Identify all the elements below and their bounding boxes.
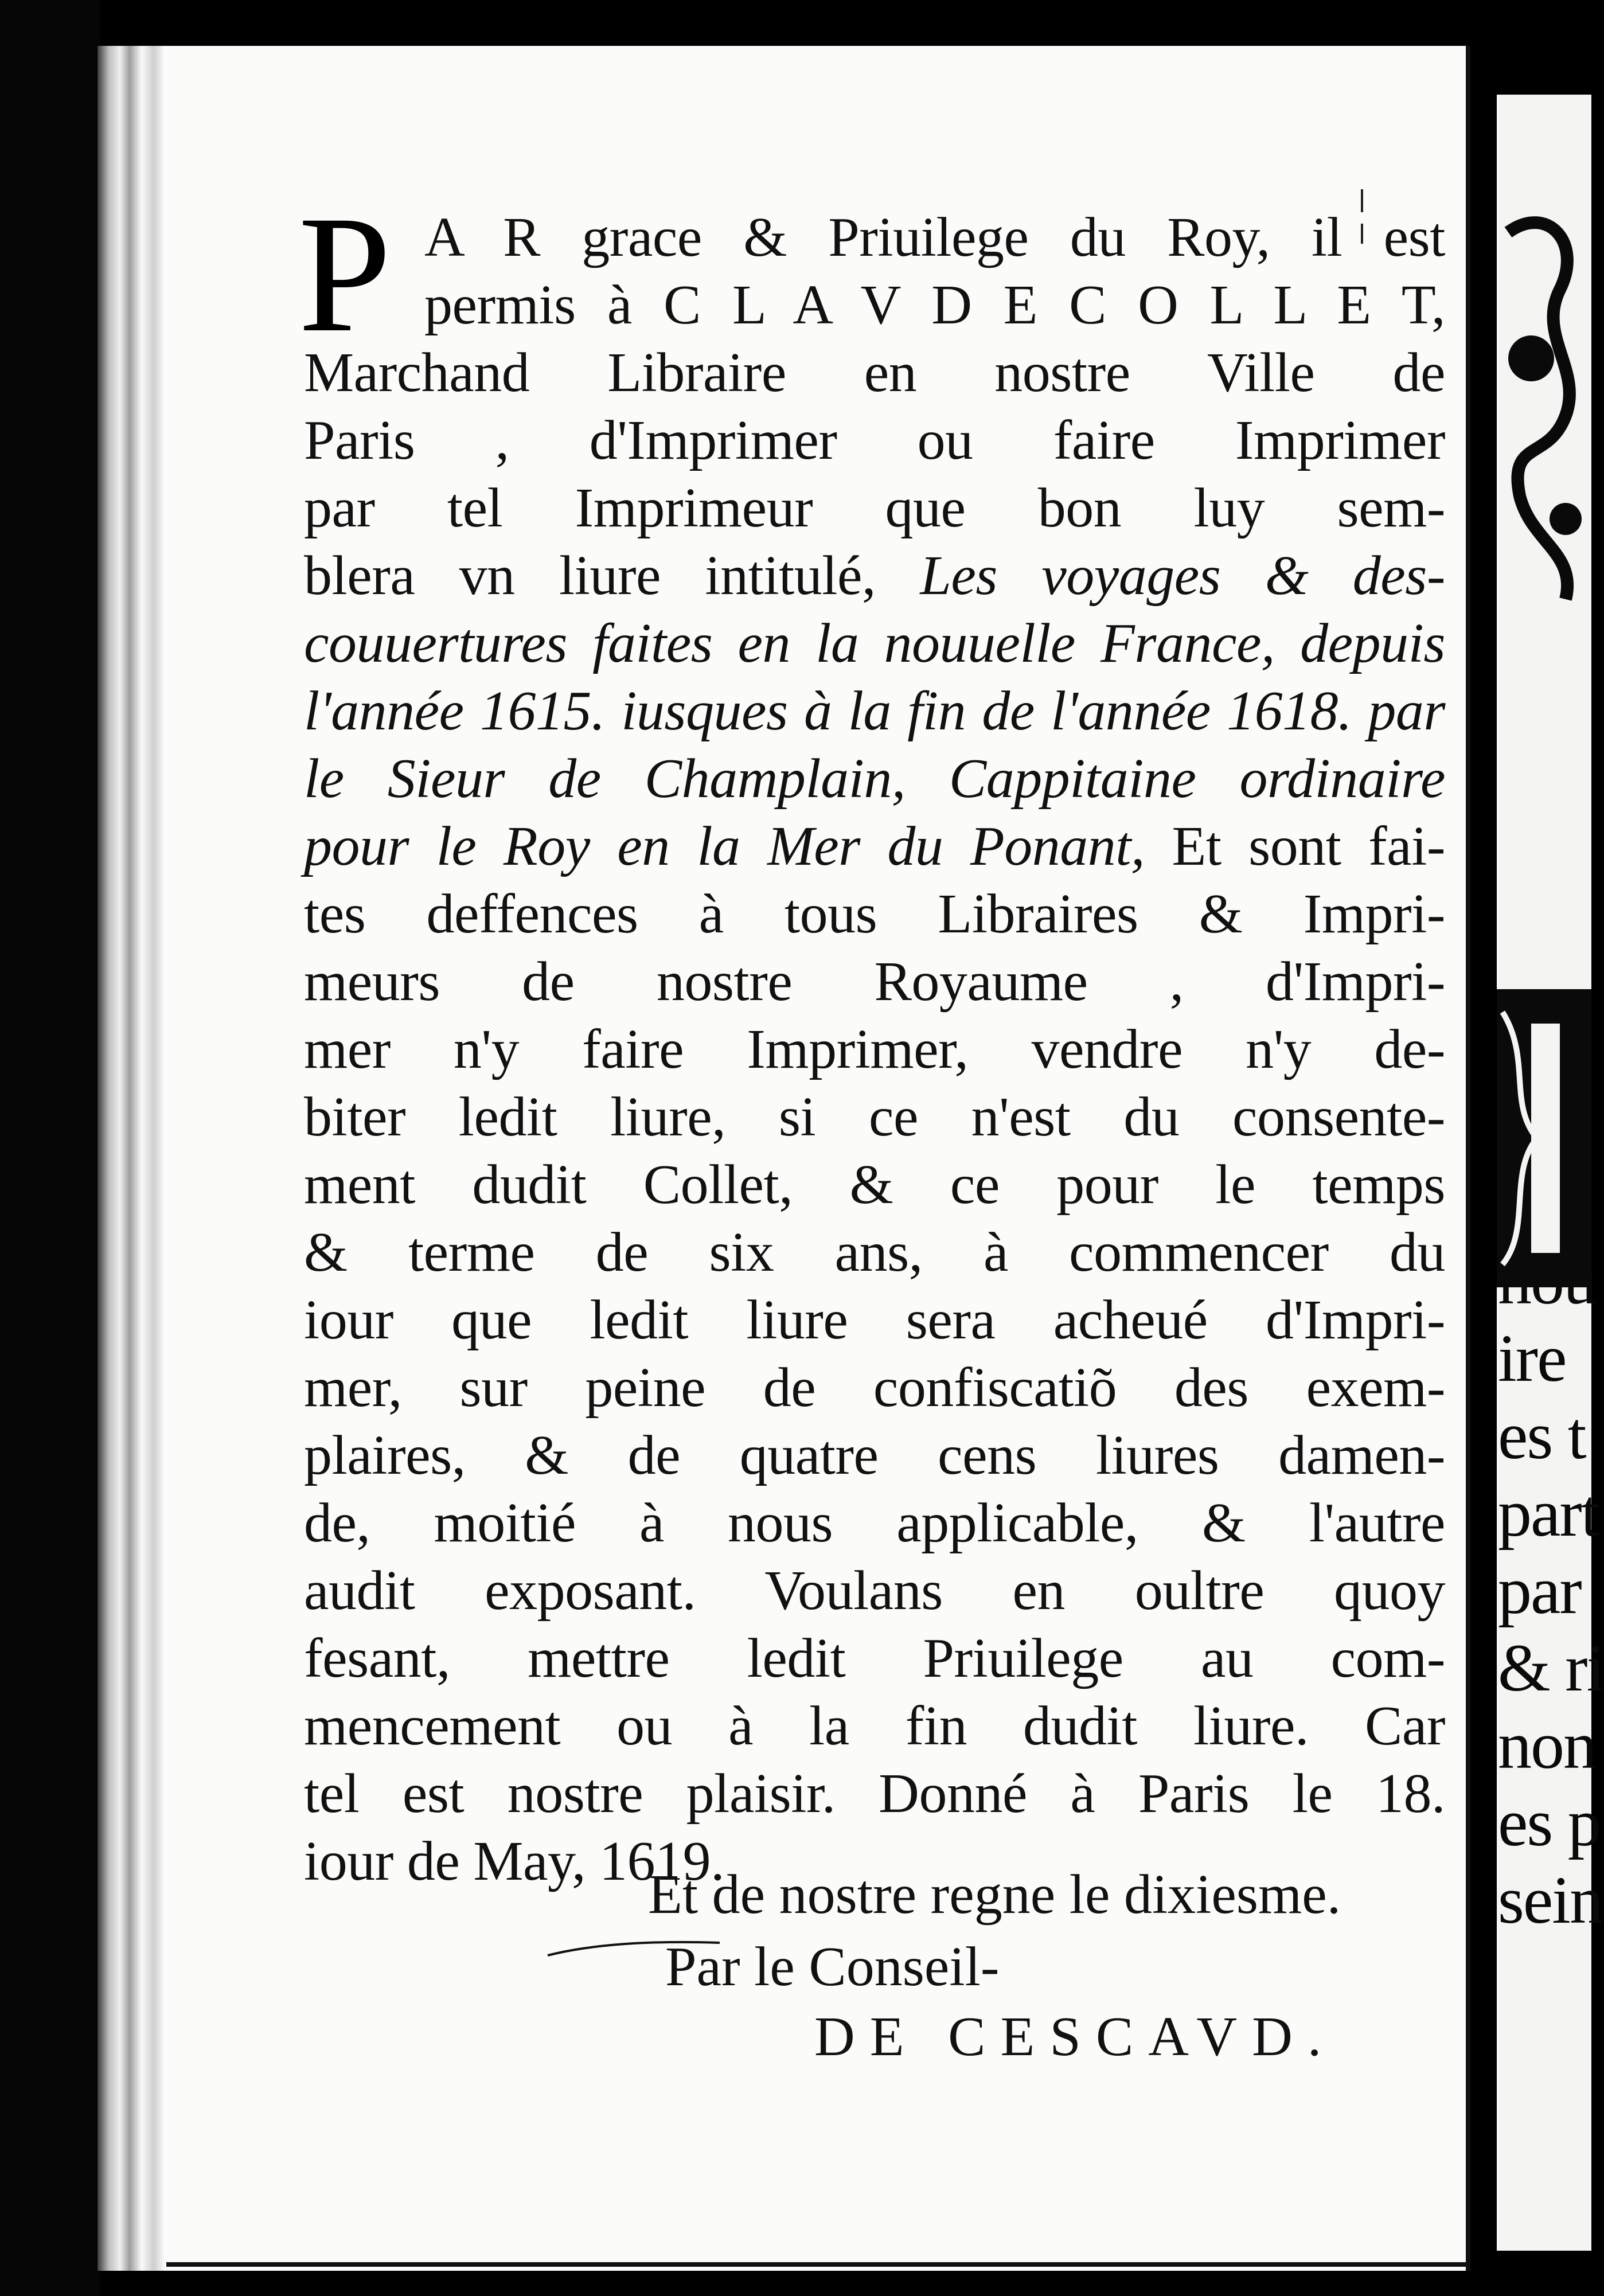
text-line: [304, 542, 1445, 610]
text-span: Et sont fai-: [1172, 815, 1446, 877]
book-title-italic: Les voyages & des-: [920, 545, 1446, 607]
text-line: meurs de nostre Royaume , d'Impri-: [304, 951, 1445, 1013]
drop-cap: P: [298, 182, 392, 367]
reign-line: Et de nostre regne le dixiesme.: [648, 1864, 1341, 1926]
facing-text: non: [1498, 1708, 1596, 1783]
text-line: iour que ledit liure sera acheué d'Impri-: [304, 1289, 1445, 1351]
page-edge: [166, 2262, 1468, 2267]
signature-name: DE CESCAVD.: [814, 2006, 1337, 2068]
facing-text: es t: [1498, 1398, 1586, 1473]
page-edge: [1466, 46, 1470, 2271]
text-line: & terme de six ans, à commencer du: [304, 1221, 1445, 1283]
text-line: iour de May, 1619.: [304, 1830, 725, 1892]
text-line: tel est nostre plaisir. Donné à Paris le 18.: [304, 1763, 1445, 1825]
text-line: [304, 813, 1445, 880]
book-title-italic: l'année 1615. iusques à la fin de l'année 1618. par: [304, 680, 1445, 742]
text-line: biter ledit liure, si ce n'est du consente-: [304, 1086, 1445, 1148]
facing-text: & ri: [1498, 1630, 1604, 1705]
council-line: Par le Conseil-: [665, 1936, 1000, 1998]
text-line: mer, sur peine de confiscatiõ des exem-: [304, 1357, 1445, 1419]
facing-page: [1497, 95, 1604, 2251]
facing-text: es p: [1498, 1785, 1601, 1860]
book-title-italic: pour le Roy en la Mer du Ponant,: [304, 815, 1145, 877]
text-line: tes deffences à tous Libraires & Impri-: [304, 883, 1445, 945]
book-binding-edge: [97, 46, 178, 2271]
text-line: audit exposant. Voulans en oultre quoy: [304, 1560, 1445, 1622]
book-title-italic: le Sieur de Champlain, Cappitaine ordinaire: [304, 748, 1445, 810]
text-line: plaires, & de quatre cens liures damen-: [304, 1424, 1445, 1486]
text-line: Marchand Libraire en nostre Ville de: [304, 342, 1445, 404]
book-title-italic: couuertures faites en la nouuelle France, depuis: [304, 612, 1445, 674]
text-line: fesant, mettre ledit Priuilege au com-: [304, 1627, 1445, 1689]
facing-text: part: [1498, 1475, 1599, 1551]
facing-text: sein: [1498, 1862, 1603, 1938]
facing-text: ire: [1498, 1321, 1566, 1396]
text-line: permis à C L A V D E C O L L E T,: [424, 274, 1445, 336]
scan-left-margin: [0, 0, 100, 2296]
privilege-text: [298, 182, 1446, 1895]
text-line: ment dudit Collet, & ce pour le temps: [304, 1154, 1445, 1216]
decorated-initial-icon: [1497, 989, 1591, 1287]
text-line: mencement ou à la fin dudit liure. Car: [304, 1695, 1445, 1757]
text-line: de, moitié à nous applicable, & l'autre: [304, 1492, 1445, 1554]
text-span: blera vn liure intitulé,: [304, 545, 876, 607]
ornament-icon: [1497, 198, 1591, 611]
facing-text: nou: [1498, 1243, 1596, 1318]
facing-text: par: [1498, 1553, 1581, 1628]
text-line: Paris , d'Imprimer ou faire Imprimer: [304, 409, 1445, 471]
text-line: par tel Imprimeur que bon luy sem-: [304, 477, 1445, 539]
text-line: A R grace & Priuilege du Roy, il est: [424, 206, 1445, 268]
text-line: mer n'y faire Imprimer, vendre n'y de-: [304, 1018, 1445, 1080]
